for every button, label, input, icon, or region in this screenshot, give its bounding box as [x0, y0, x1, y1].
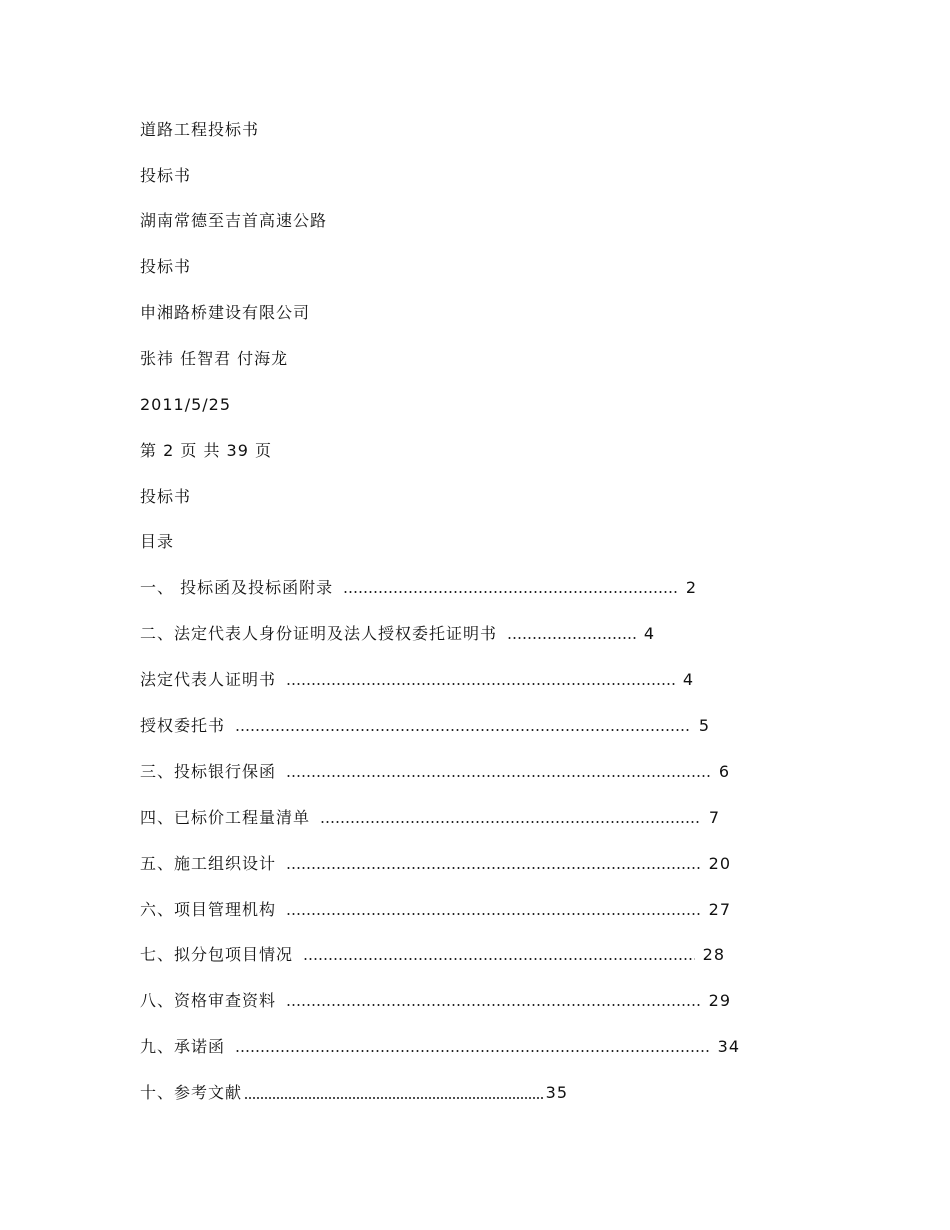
document-title: 道路工程投标书 — [140, 120, 260, 139]
subtitle: 投标书 — [140, 257, 192, 276]
toc-leader — [235, 728, 691, 732]
authors: 张祎 任智君 付海龙 — [140, 349, 289, 368]
toc-entry[interactable] — [140, 624, 655, 644]
toc-leader — [286, 912, 701, 916]
toc-leader — [343, 590, 678, 594]
toc-label: 授权委托书 — [140, 716, 226, 735]
toc-label: 二、法定代表人身份证明及法人授权委托证明书 — [140, 624, 498, 643]
toc-page: 2 — [685, 578, 697, 597]
toc-page: 4 — [643, 624, 655, 643]
company-name: 申湘路桥建设有限公司 — [140, 303, 311, 322]
toc-label: 一、 投标函及投标函附录 — [140, 578, 334, 597]
toc-label: 六、项目管理机构 — [140, 900, 277, 919]
toc-leader — [286, 682, 675, 686]
toc-leader — [244, 1096, 544, 1100]
toc-entry[interactable] — [140, 1083, 568, 1103]
toc-page: 5 — [698, 716, 710, 735]
toc-leader — [320, 820, 701, 824]
toc-label: 七、拟分包项目情况 — [140, 945, 294, 964]
toc-page: 29 — [708, 991, 731, 1010]
toc-label: 四、已标价工程量清单 — [140, 808, 311, 827]
toc-page: 6 — [718, 762, 730, 781]
toc-leader — [303, 957, 695, 961]
toc-entry[interactable] — [140, 945, 725, 965]
toc-page: 20 — [708, 854, 731, 873]
toc-leader — [286, 774, 711, 778]
toc-entry[interactable] — [140, 670, 694, 690]
toc-page: 35 — [545, 1083, 568, 1102]
toc-entry[interactable] — [140, 900, 731, 920]
page-info: 第 2 页 共 39 页 — [140, 441, 272, 460]
subtitle: 投标书 — [140, 166, 192, 185]
toc-page: 4 — [682, 670, 694, 689]
toc-entry[interactable] — [140, 854, 731, 874]
toc-label: 五、施工组织设计 — [140, 854, 277, 873]
toc-entry[interactable] — [140, 991, 731, 1011]
toc-leader — [286, 866, 701, 870]
date: 2011/5/25 — [140, 395, 232, 414]
toc-page: 34 — [717, 1037, 740, 1056]
toc-page: 27 — [708, 900, 731, 919]
toc-label: 法定代表人证明书 — [140, 670, 277, 689]
toc-entry[interactable] — [140, 808, 720, 828]
toc-leader — [235, 1049, 710, 1053]
toc-label: 八、资格审查资料 — [140, 991, 277, 1010]
toc-page: 28 — [702, 945, 725, 964]
toc-entry[interactable] — [140, 716, 710, 736]
toc-entry[interactable] — [140, 762, 730, 782]
toc-leader — [286, 1003, 701, 1007]
toc-page: 7 — [708, 808, 720, 827]
project-name: 湖南常德至吉首高速公路 — [140, 211, 328, 230]
subtitle: 投标书 — [140, 487, 192, 506]
toc-leader — [507, 636, 636, 640]
toc-entry[interactable] — [140, 578, 697, 598]
toc-entry[interactable] — [140, 1037, 740, 1057]
toc-label: 三、投标银行保函 — [140, 762, 277, 781]
toc-label: 十、参考文献 — [140, 1083, 243, 1102]
toc-title: 目录 — [140, 532, 175, 551]
toc-label: 九、承诺函 — [140, 1037, 226, 1056]
